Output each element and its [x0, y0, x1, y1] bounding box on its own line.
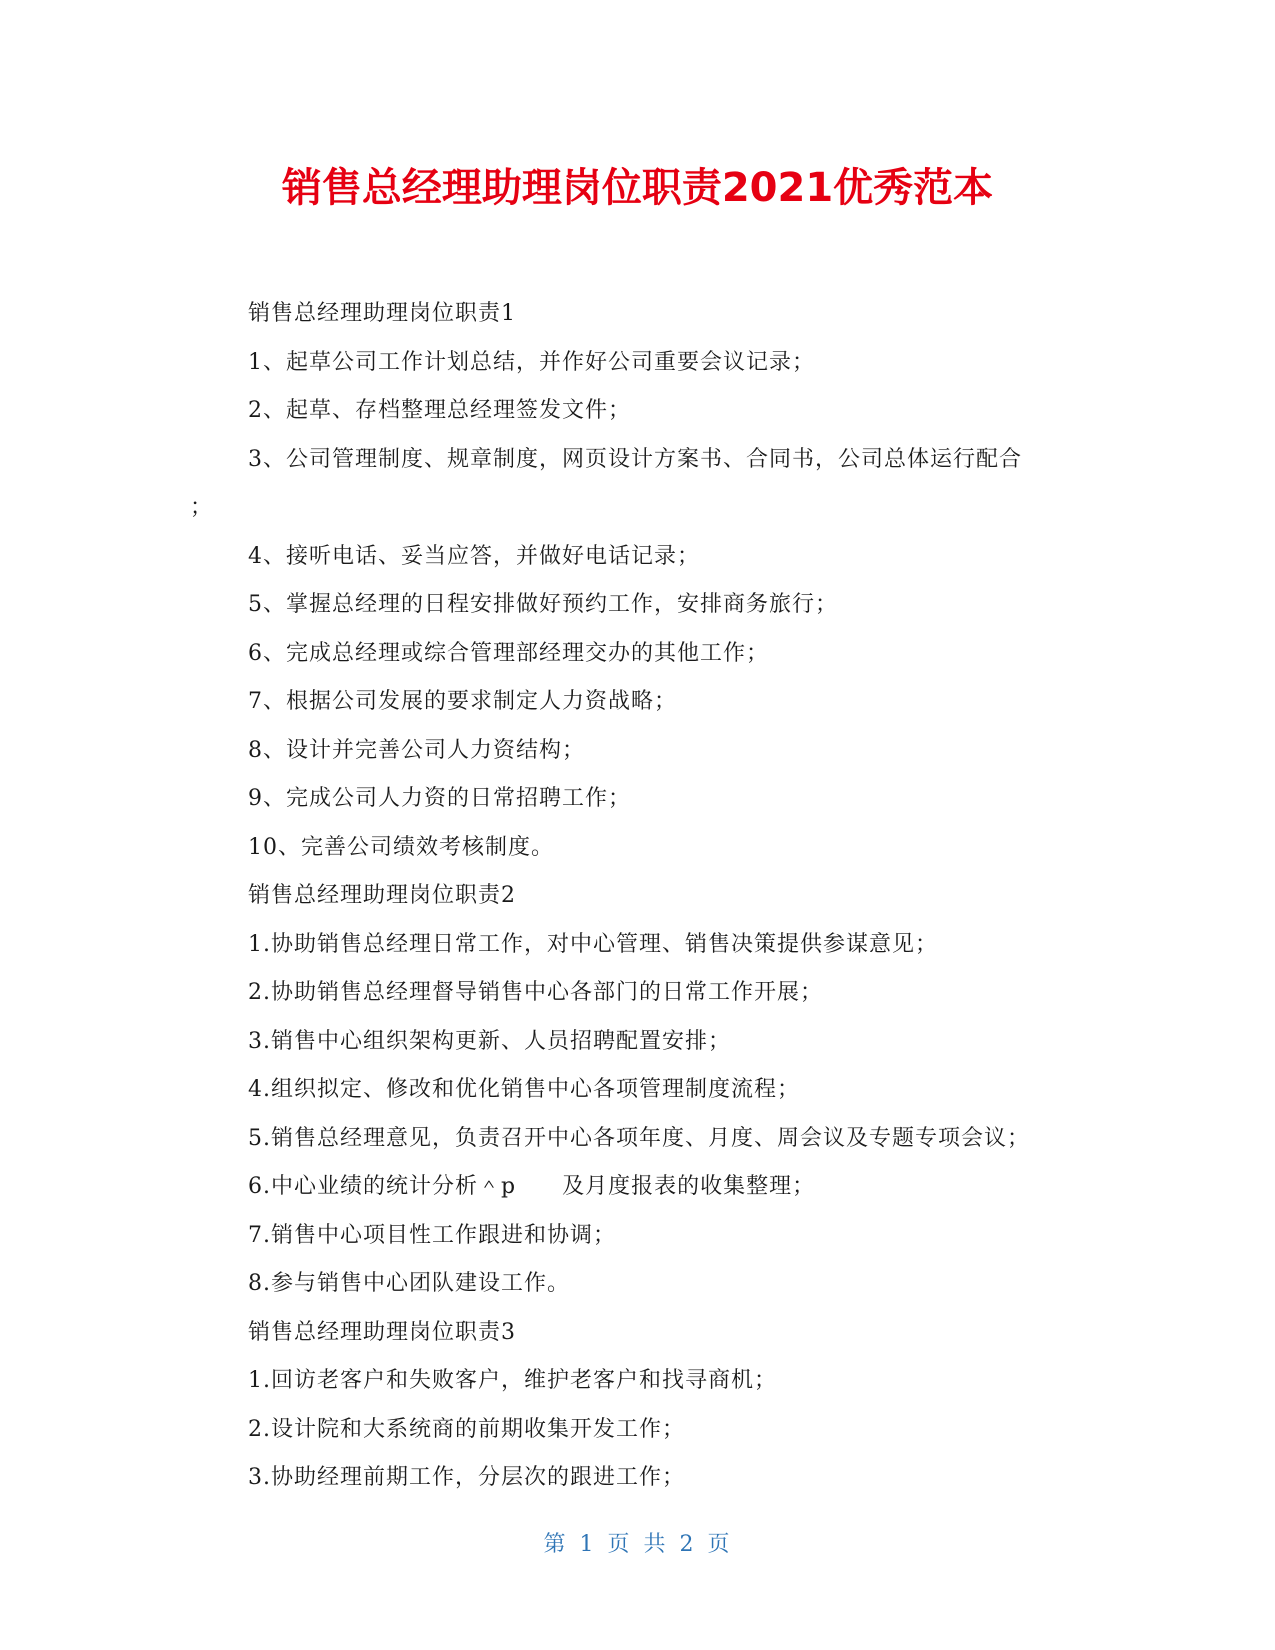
footer-page-label: 第: [543, 1532, 568, 1557]
footer-current-page: 1: [579, 1532, 596, 1557]
list-item: 6、完成总经理或综合管理部经理交办的其他工作；: [248, 640, 769, 666]
list-item-continuation: ；: [190, 495, 214, 520]
document-title: 销售总经理助理岗位职责2021优秀范本: [281, 165, 994, 211]
list-item: 5、掌握总经理的日程安排做好预约工作，安排商务旅行；: [248, 592, 838, 617]
section-heading: 销售总经理助理岗位职责1: [248, 301, 516, 326]
list-item: 7.销售中心项目性工作跟进和协调；: [248, 1222, 616, 1248]
list-item: 1.回访老客户和失败客户，维护老客户和找寻商机；: [248, 1368, 777, 1393]
list-item: 2.协助销售总经理督导销售中心各部门的日常工作开展；: [248, 980, 823, 1005]
list-item: 3.协助经理前期工作，分层次的跟进工作；: [248, 1465, 685, 1490]
list-item: 7、根据公司发展的要求制定人力资战略；: [248, 689, 677, 714]
list-item: 9、完成公司人力资的日常招聘工作；: [248, 786, 631, 811]
list-item: 6.中心业绩的统计分析＾p 及月度报表的收集整理；: [248, 1174, 816, 1199]
footer-total-unit: 页: [707, 1532, 732, 1557]
list-item: 3、公司管理制度、规章制度，网页设计方案书、合同书，公司总体运行配合: [248, 446, 1022, 472]
section-heading: 销售总经理助理岗位职责2: [248, 883, 516, 908]
list-item: 3.销售中心组织架构更新、人员招聘配置安排；: [248, 1028, 731, 1054]
list-item: 1、起草公司工作计划总结，并作好公司重要会议记录；: [248, 349, 815, 375]
footer-total-pages: 2: [679, 1532, 696, 1557]
page-footer: [0, 1530, 1275, 1560]
footer-page-unit: 页: [607, 1532, 632, 1557]
document-body: [190, 290, 1090, 1503]
list-item: 5.销售总经理意见，负责召开中心各项年度、月度、周会议及专题专项会议；: [248, 1125, 1030, 1151]
list-item: 1.协助销售总经理日常工作，对中心管理、销售决策提供参谋意见；: [248, 931, 938, 957]
list-item: 4、接听电话、妥当应答，并做好电话记录；: [248, 543, 700, 569]
list-item: 4.组织拟定、修改和优化销售中心各项管理制度流程；: [248, 1077, 800, 1102]
list-item: 2、起草、存档整理总经理签发文件；: [248, 398, 631, 423]
list-item: 2.设计院和大系统商的前期收集开发工作；: [248, 1416, 685, 1442]
list-item: 8.参与销售中心团队建设工作。: [248, 1271, 570, 1296]
list-item: 10、完善公司绩效考核制度。: [248, 834, 554, 860]
list-item: 8、设计并完善公司人力资结构；: [248, 737, 585, 763]
section-heading: 销售总经理助理岗位职责3: [248, 1319, 516, 1345]
footer-total-label: 共: [643, 1532, 668, 1557]
